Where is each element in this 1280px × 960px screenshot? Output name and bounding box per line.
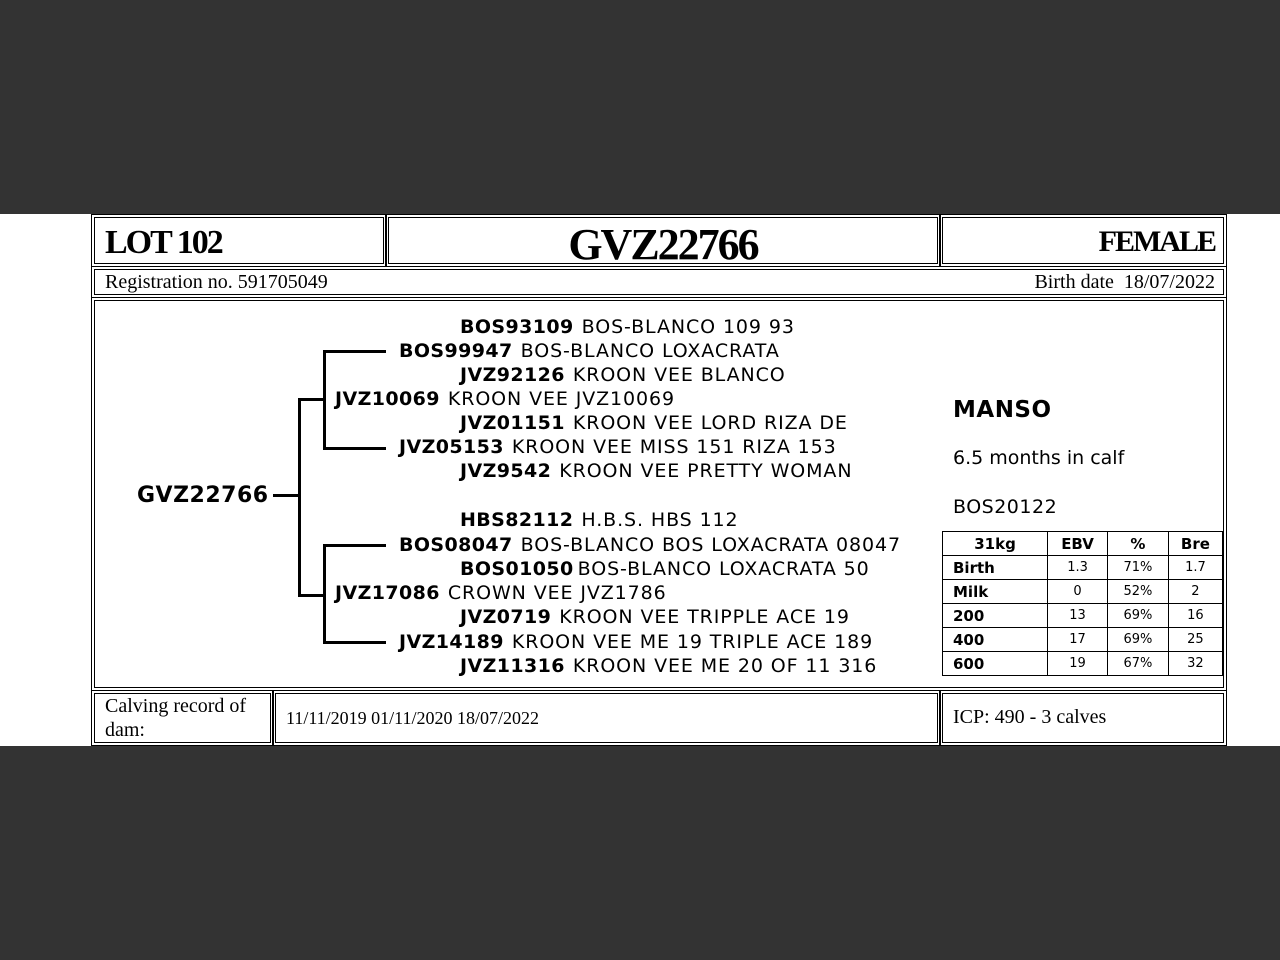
pedigree-entry: JVZ17086 CROWN VEE JVZ1786 (335, 582, 667, 604)
lot-card (0, 214, 1280, 746)
icp-summary: ICP: 490 - 3 calves (953, 706, 1107, 728)
table-header-row (943, 532, 1223, 556)
animal-id: GVZ22766 (568, 220, 758, 269)
ebv-value: 19 (1048, 652, 1108, 676)
pedigree-line (323, 641, 386, 644)
pct-value: 69% (1108, 604, 1169, 628)
table-row (943, 628, 1223, 652)
lot-number: LOT 102 (105, 224, 222, 261)
pedigree-line (298, 594, 326, 597)
pedigree-subject: GVZ22766 (137, 483, 269, 508)
pedigree-panel (94, 300, 1224, 688)
lot-box (94, 217, 384, 264)
service-sire: BOS20122 (953, 496, 1058, 518)
row-label: 600 (943, 652, 1048, 676)
pedigree-entry: BOS01050 BOS-BLANCO LOXACRATA 50 (460, 558, 870, 580)
calving-dates: 11/11/2019 01/11/2020 18/07/2022 (286, 708, 540, 728)
table-row (943, 652, 1223, 676)
pedigree-line (298, 398, 326, 401)
sire-name: MANSO (953, 397, 1052, 423)
table-row (943, 580, 1223, 604)
pedigree-line (323, 351, 326, 450)
pedigree-entry: HBS82112 H.B.S. HBS 112 (460, 509, 739, 531)
bre-value: 32 (1168, 652, 1222, 676)
registration-number: Registration no. 591705049 (105, 271, 328, 293)
column-header: 31kg (943, 532, 1048, 556)
pct-value: 71% (1108, 556, 1169, 580)
pedigree-line (298, 399, 301, 596)
pedigree-entry: JVZ10069 KROON VEE JVZ10069 (335, 388, 675, 410)
row-label: Birth (943, 556, 1048, 580)
pedigree-line (323, 545, 326, 644)
birth-date: Birth date 18/07/2022 (1034, 271, 1215, 293)
bre-value: 2 (1168, 580, 1222, 604)
pedigree-line (323, 447, 386, 450)
animal-sex: FEMALE (1098, 225, 1215, 258)
bre-value: 1.7 (1168, 556, 1222, 580)
column-header: Bre (1168, 532, 1222, 556)
column-header: EBV (1048, 532, 1108, 556)
pedigree-entry: BOS99947 BOS-BLANCO LOXACRATA (399, 340, 780, 362)
pct-value: 52% (1108, 580, 1169, 604)
row-label: 400 (943, 628, 1048, 652)
pedigree-entry: JVZ14189 KROON VEE ME 19 TRIPLE ACE 189 (399, 631, 874, 653)
pedigree-entry: JVZ11316 KROON VEE ME 20 OF 11 316 (460, 655, 878, 677)
pedigree-entry: BOS93109 BOS-BLANCO 109 93 (460, 316, 795, 338)
pedigree-entry: JVZ05153 KROON VEE MISS 151 RIZA 153 (399, 436, 837, 458)
pedigree-entry: JVZ92126 KROON VEE BLANCO (460, 364, 786, 386)
pedigree-entry: BOS08047 BOS-BLANCO BOS LOXACRATA 08047 (399, 534, 901, 556)
pedigree-line (273, 494, 299, 497)
pedigree-line (323, 544, 386, 547)
column-header: % (1108, 532, 1169, 556)
animal-id-box (388, 217, 938, 269)
ebv-value: 13 (1048, 604, 1108, 628)
bre-value: 16 (1168, 604, 1222, 628)
pct-value: 67% (1108, 652, 1169, 676)
pct-value: 69% (1108, 628, 1169, 652)
row-label: 200 (943, 604, 1048, 628)
ebv-value: 17 (1048, 628, 1108, 652)
pedigree-entry: JVZ9542 KROON VEE PRETTY WOMAN (460, 460, 853, 482)
registration-row (94, 269, 1224, 295)
pregnancy-status: 6.5 months in calf (953, 447, 1125, 469)
row-label: Milk (943, 580, 1048, 604)
bre-value: 25 (1168, 628, 1222, 652)
calving-label: Calving record of dam: (105, 695, 247, 741)
icp-box (942, 693, 1224, 743)
pedigree-entry: JVZ0719 KROON VEE TRIPPLE ACE 19 (460, 606, 850, 628)
pedigree-entry: JVZ01151 KROON VEE LORD RIZA DE (460, 412, 848, 434)
sex-box (942, 217, 1224, 264)
ebv-value: 1.3 (1048, 556, 1108, 580)
pedigree-line (323, 350, 386, 353)
ebv-value: 0 (1048, 580, 1108, 604)
ebv-table (942, 531, 1223, 676)
table-row (943, 604, 1223, 628)
table-row (943, 556, 1223, 580)
calving-dates-box (275, 693, 938, 743)
calving-label-box (94, 693, 271, 743)
